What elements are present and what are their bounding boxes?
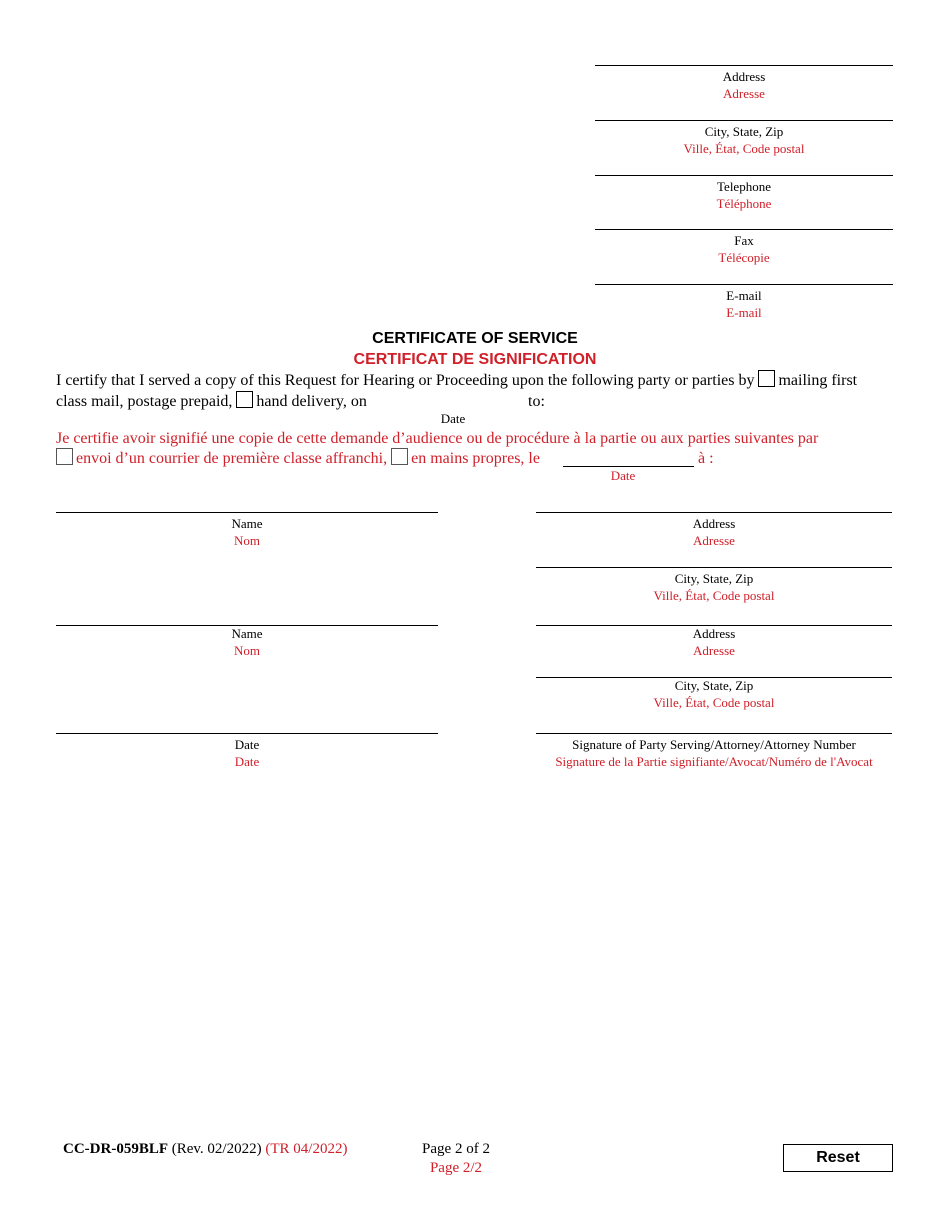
- party2-city-label-en: City, State, Zip: [674, 678, 754, 693]
- party2-address-field[interactable]: [536, 601, 892, 625]
- party1-city-label-fr: Ville, État, Code postal: [653, 588, 775, 603]
- party1-address-line: [536, 512, 892, 513]
- signature-date-field[interactable]: [56, 709, 438, 733]
- certificate-en-line2-text: class mail, postage prepaid,: [56, 393, 233, 410]
- page-number: [406, 1140, 506, 1178]
- party2-city-field[interactable]: [536, 653, 892, 677]
- certificate-fr-mailing-text: envoi d’un courrier de première classe affranchi,: [76, 450, 388, 467]
- party1-address-label-en: Address: [692, 516, 736, 531]
- party2-address-label-en: Address: [692, 626, 736, 641]
- top-telephone-label-en: Telephone: [717, 179, 771, 194]
- reset-button[interactable]: Reset: [783, 1144, 893, 1172]
- top-email-line: [595, 284, 893, 285]
- top-city-field[interactable]: [595, 96, 893, 120]
- party1-name-label-fr: Nom: [234, 533, 260, 548]
- hand-delivery-checkbox-fr[interactable]: [391, 448, 408, 465]
- top-email-field[interactable]: [595, 260, 893, 284]
- top-address-label-fr: Adresse: [723, 86, 765, 101]
- service-date-field-fr-underline: [563, 466, 694, 467]
- signature-label: [536, 736, 892, 770]
- party2-address-label-fr: Adresse: [693, 643, 735, 658]
- certificate-en-hand-delivery-text: hand delivery, on: [256, 393, 367, 410]
- top-fax-label-en: Fax: [734, 233, 754, 248]
- certificate-fr-hand-delivery-text: en mains propres, le: [411, 450, 540, 467]
- top-email-label: [595, 287, 893, 321]
- party1-city-label-en: City, State, Zip: [674, 571, 754, 586]
- service-date-label-en: Date: [440, 411, 466, 426]
- top-telephone-line: [595, 175, 893, 176]
- party2-name-label-fr: Nom: [234, 643, 260, 658]
- top-fax-line: [595, 229, 893, 230]
- signature-date-label-fr: Date: [234, 754, 260, 769]
- top-city-label-en: City, State, Zip: [704, 124, 784, 139]
- party1-city-line: [536, 567, 892, 568]
- top-fax-field[interactable]: [595, 205, 893, 229]
- certificate-en-line2: [56, 391, 367, 412]
- top-address-field[interactable]: [595, 40, 893, 64]
- certificate-en-to-text: to:: [528, 393, 545, 410]
- form-translation-date: (TR 04/2022): [265, 1141, 348, 1157]
- party1-address-label-fr: Adresse: [693, 533, 735, 548]
- certificate-fr-to-text: à :: [698, 450, 714, 467]
- signature-line: [536, 733, 892, 734]
- top-city-label-fr: Ville, État, Code postal: [683, 141, 805, 156]
- party1-city-label: [536, 570, 892, 604]
- party1-name-field[interactable]: [56, 488, 438, 512]
- certificate-title-en: CERTIFICATE OF SERVICE: [372, 330, 578, 347]
- page-number-fr: Page 2/2: [429, 1160, 483, 1176]
- party1-city-field[interactable]: [536, 543, 892, 567]
- top-email-label-fr: E-mail: [726, 305, 762, 320]
- form-revision: (Rev. 02/2022): [171, 1141, 262, 1157]
- certificate-fr-line1: Je certifie avoir signifié une copie de cette demande d’audience ou de procédure à la partie ou aux parties suivantes par: [56, 430, 819, 447]
- service-date-label-fr: Date: [610, 468, 636, 483]
- top-address-line: [595, 65, 893, 66]
- certificate-en-line1-text: I certify that I served a copy of this Request for Hearing or Proceeding upon the following party or parties by: [56, 372, 755, 389]
- page-number-en: Page 2 of 2: [422, 1141, 490, 1157]
- party1-address-field[interactable]: [536, 488, 892, 512]
- signature-label-fr: Signature de la Partie signifiante/Avocat/Numéro de l'Avocat: [555, 754, 873, 769]
- service-date-field-en[interactable]: [383, 392, 523, 410]
- top-city-line: [595, 120, 893, 121]
- signature-date-line: [56, 733, 438, 734]
- signature-date-label-en: Date: [234, 737, 260, 752]
- party2-name-label-en: Name: [231, 626, 263, 641]
- certificate-en-line1: [56, 370, 857, 391]
- signature-label-en: Signature of Party Serving/Attorney/Attorney Number: [572, 737, 856, 752]
- form-number: CC-DR-059BLF: [63, 1141, 168, 1157]
- certificate-fr-line2: [56, 448, 540, 469]
- form-identifier: [63, 1140, 347, 1159]
- certificate-title-fr: CERTIFICAT DE SIGNIFICATION: [353, 351, 597, 368]
- party2-city-label: [536, 677, 892, 711]
- top-fax-label-fr: Télécopie: [718, 250, 770, 265]
- top-telephone-field[interactable]: [595, 151, 893, 175]
- signature-date-label: [56, 736, 438, 770]
- party2-city-label-fr: Ville, État, Code postal: [653, 695, 775, 710]
- mailing-checkbox-fr[interactable]: [56, 448, 73, 465]
- service-date-field-fr[interactable]: [563, 449, 694, 466]
- mailing-checkbox-en[interactable]: [758, 370, 775, 387]
- party2-name-label: [56, 625, 438, 659]
- party1-name-label-en: Name: [231, 516, 263, 531]
- party1-name-label: [56, 515, 438, 549]
- signature-field[interactable]: [536, 709, 892, 733]
- party2-name-field[interactable]: [56, 601, 438, 625]
- top-telephone-label-fr: Téléphone: [716, 196, 772, 211]
- hand-delivery-checkbox-en[interactable]: [236, 391, 253, 408]
- certificate-en-mailing-text: mailing first: [778, 372, 858, 389]
- top-email-label-en: E-mail: [726, 288, 762, 303]
- party1-name-line: [56, 512, 438, 513]
- top-address-label-en: Address: [722, 69, 766, 84]
